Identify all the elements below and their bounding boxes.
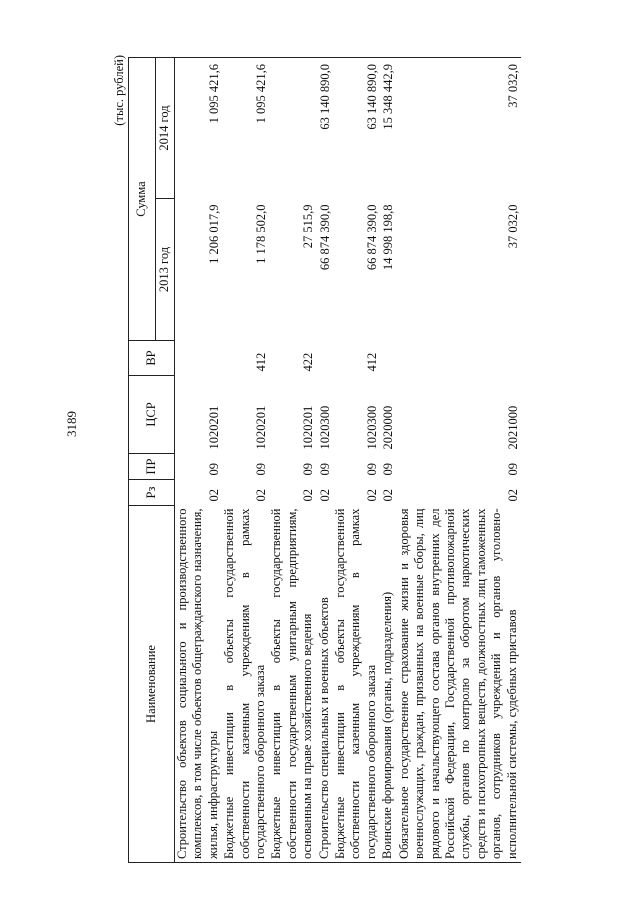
row-name: Строительство специальных и военных объектов bbox=[317, 506, 333, 863]
row-2014: 15 348 442,9 bbox=[380, 58, 396, 199]
row-vr: 422 bbox=[301, 352, 316, 372]
table-row bbox=[269, 58, 316, 863]
row-name: Бюджетные инвестиции в объекты государственной собственности казенным учреждениям в рамках государственного оборонного заказа bbox=[333, 506, 380, 863]
row-csr: 1020201 bbox=[206, 405, 221, 450]
row-pr: 09 bbox=[505, 463, 520, 476]
row-csr: 2020000 bbox=[381, 405, 396, 450]
row-vr: 412 bbox=[254, 352, 269, 372]
row-csr: 2021000 bbox=[505, 405, 520, 450]
row-2013: 1 206 017,9 bbox=[206, 204, 221, 264]
row-csr: 1020201 bbox=[301, 405, 316, 450]
row-vr bbox=[175, 341, 223, 376]
table-row bbox=[333, 58, 380, 863]
budget-table bbox=[128, 57, 521, 863]
row-name: Строительство объектов социального и производственного комплексов, в том числе объектов общегражданского назначения, жилья, инфраструктуры bbox=[175, 506, 223, 863]
row-pr: 09 bbox=[317, 463, 332, 476]
header-csr: ЦСР bbox=[129, 376, 175, 454]
table-row bbox=[175, 58, 223, 863]
row-vr bbox=[380, 341, 396, 376]
row-pr: 09 bbox=[364, 463, 379, 476]
row-pr: 09 bbox=[206, 463, 221, 476]
row-csr: 1020201 bbox=[254, 405, 269, 450]
row-vr bbox=[317, 341, 333, 376]
row-vr: 412 bbox=[364, 352, 379, 372]
row-2013: 66 874 390,0 bbox=[317, 204, 332, 271]
row-2013: 66 874 390,0 bbox=[364, 204, 379, 271]
header-pr: ПР bbox=[129, 454, 175, 480]
row-2014: 1 095 421,6 bbox=[222, 58, 269, 199]
row-2013: 1 178 502,0 bbox=[254, 204, 269, 264]
row-rz: 02 bbox=[206, 489, 221, 502]
header-vr: ВР bbox=[129, 341, 175, 376]
row-rz: 02 bbox=[364, 489, 379, 502]
row-rz: 02 bbox=[381, 489, 396, 502]
row-csr: 1020300 bbox=[364, 405, 379, 450]
row-2014: 63 140 890,0 bbox=[333, 58, 380, 199]
budget-table-page bbox=[112, 35, 612, 863]
row-name: Воинские формирования (органы, подразделения) bbox=[380, 506, 396, 863]
row-rz: 02 bbox=[317, 489, 332, 502]
row-2013: 27 515,9 bbox=[301, 204, 316, 249]
row-rz: 02 bbox=[254, 489, 269, 502]
row-rz: 02 bbox=[301, 489, 316, 502]
row-name: Бюджетные инвестиции в объекты государственной собственности государственным унитарным предприятиям, основанным на праве хозяйственного ведения bbox=[269, 506, 316, 863]
header-rz: Рз bbox=[129, 480, 175, 506]
header-name: Наименование bbox=[129, 506, 175, 863]
row-rz: 02 bbox=[505, 489, 520, 502]
row-2013: 14 998 198,8 bbox=[381, 204, 396, 271]
table-row bbox=[222, 58, 269, 863]
row-2014 bbox=[269, 58, 316, 199]
row-pr: 09 bbox=[254, 463, 269, 476]
header-2014: 2014 год bbox=[156, 58, 175, 199]
table-row bbox=[397, 58, 521, 863]
header-2013: 2013 год bbox=[156, 199, 175, 341]
table-row bbox=[380, 58, 396, 863]
row-name: Бюджетные инвестиции в объекты государственной собственности казенным учреждениям в рамках государственного оборонного заказа bbox=[222, 506, 269, 863]
row-2014: 37 032,0 bbox=[397, 58, 521, 199]
row-2014: 63 140 890,0 bbox=[317, 58, 333, 199]
row-pr: 09 bbox=[381, 463, 396, 476]
row-pr: 09 bbox=[301, 463, 316, 476]
row-2014: 1 095 421,6 bbox=[175, 58, 223, 199]
page-number: 3189 bbox=[64, 411, 79, 437]
units-label: (тыс. рублей) bbox=[112, 55, 126, 126]
table-row bbox=[317, 58, 333, 863]
row-2013: 37 032,0 bbox=[505, 204, 520, 249]
row-csr: 1020300 bbox=[317, 405, 332, 450]
row-vr bbox=[397, 341, 521, 376]
header-sum: Сумма bbox=[129, 58, 156, 341]
row-name: Обязательное государственное страхование жизни и здоровья военнослужащих, граждан, призванных на военные сборы, лиц рядового и начальствующего состава органов внутренних дел Российской Федерации, Государственной противопожарной службы, органов по контролю за оборотом наркотических средств и психотропных веществ, должностных лиц таможенных органов, сотрудников учреждений и органов уголовно-исполнительной системы, судебных приставов bbox=[397, 506, 521, 863]
